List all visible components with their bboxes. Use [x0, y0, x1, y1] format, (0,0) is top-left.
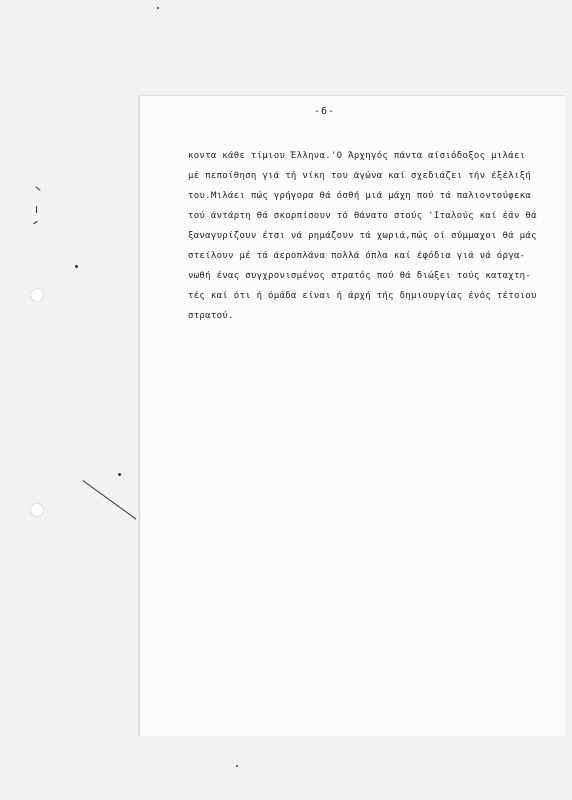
text-line: στείλουν μέ τά άεροπλάνα πολλά όπλα καί έφόδια γιά νά όργα- — [188, 251, 526, 261]
margin-tick-mark — [36, 206, 37, 213]
text-line: ξαναγυρίζουν έτσι νά ρημάζουν τά χωριά,πώς οί σύμμαχοι θά μάς — [188, 231, 537, 241]
ink-speck — [118, 473, 121, 476]
text-line: του.Μιλάει πώς γρήγορα θά όσθή μιά μάχη πού τά παλιοντούφεκα — [188, 191, 532, 201]
text-line: στρατού. — [188, 311, 234, 321]
text-line: τού άντάρτη θά σκορπίσουν τό θάνατο στούς 'Ιταλούς καί έάν θά — [188, 211, 537, 221]
text-line: μέ πεποίθηση γιά τή νίκη του άγώνα καί σχεδιάζει τήν έξέλιξή — [188, 171, 532, 181]
punch-hole-bottom — [30, 503, 44, 517]
text-line: νωθή ένας συγχρονισμένος στρατός πού θά διώξει τούς καταχτη- — [188, 271, 532, 281]
text-line: κοντα κάθε τίμιου Έλληνα.'Ο Άρχηγός πάντα αίσιόδοξος μιλάει — [188, 151, 526, 161]
page-number: -6- — [314, 106, 336, 117]
punch-hole-top — [30, 288, 44, 302]
ink-speck — [236, 765, 238, 767]
ink-speck — [75, 265, 78, 268]
ink-speck — [157, 7, 159, 9]
text-line: τές καί ότι ή όμάδα είναι ή άρχή τής δημιουργίας ένός τέτοιου — [188, 291, 537, 301]
